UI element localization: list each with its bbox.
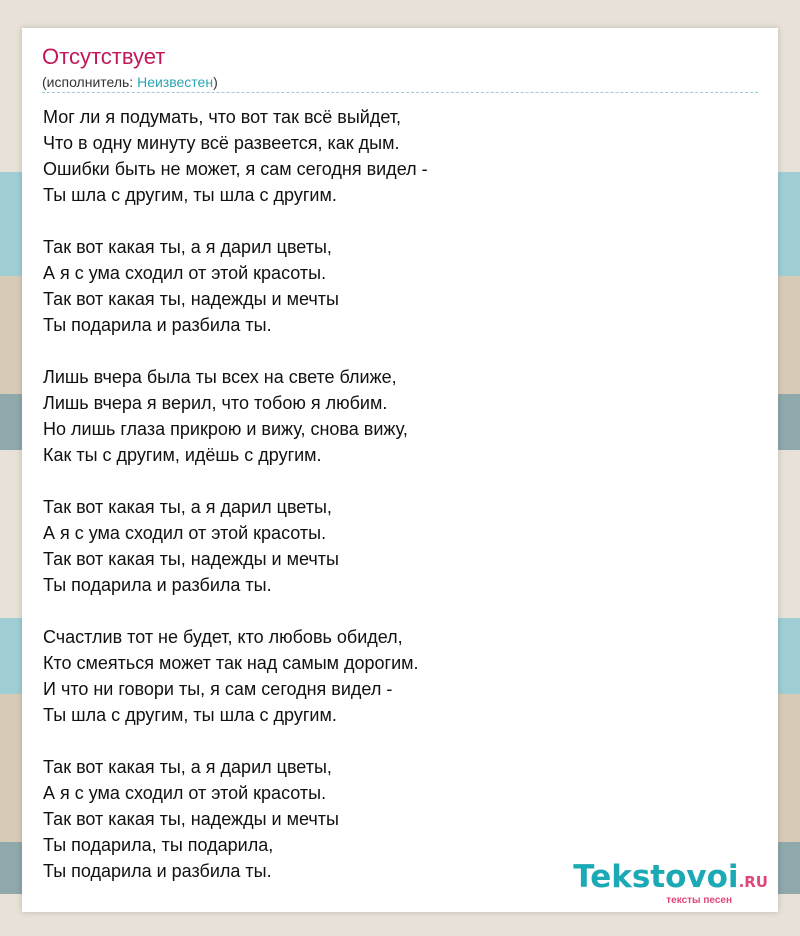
lyric-line: Кто смеяться может так над самым дорогим. — [43, 653, 419, 673]
lyric-line: Но лишь глаза прикрою и вижу, снова вижу, — [43, 419, 408, 439]
logo-tagline: тексты песен — [666, 895, 732, 906]
lyric-line: Ты шла с другим, ты шла с другим. — [43, 185, 337, 205]
stanza — [43, 364, 758, 468]
lyrics-card — [22, 28, 778, 912]
stanza — [43, 624, 758, 728]
song-title: Отсутствует — [42, 44, 166, 69]
artist-link[interactable]: Неизвестен — [137, 74, 214, 90]
logo-name: Tekstovoi — [573, 859, 739, 895]
lyric-line: Ты шла с другим, ты шла с другим. — [43, 705, 337, 725]
lyric-line: Ты подарила и разбила ты. — [43, 315, 272, 335]
lyric-line: Лишь вчера была ты всех на свете ближе, — [43, 367, 397, 387]
artist-suffix: ) — [213, 74, 218, 90]
lyric-line: А я с ума сходил от этой красоты. — [43, 783, 327, 803]
lyric-line: Так вот какая ты, надежды и мечты — [43, 809, 339, 829]
lyric-line: Так вот какая ты, а я дарил цветы, — [43, 497, 332, 517]
stanza — [43, 494, 758, 598]
lyrics-body — [43, 104, 758, 910]
title-divider — [42, 92, 758, 93]
lyric-line: Как ты с другим, идёшь с другим. — [43, 445, 322, 465]
stanza — [43, 104, 758, 208]
lyric-line: А я с ума сходил от этой красоты. — [43, 523, 327, 543]
artist-line — [42, 73, 218, 91]
logo-tld: .RU — [738, 873, 768, 891]
lyric-line: Ты подарила, ты подарила, — [43, 835, 274, 855]
stanza — [43, 234, 758, 338]
artist-prefix: (исполнитель: — [42, 74, 138, 90]
lyric-line: Так вот какая ты, надежды и мечты — [43, 549, 339, 569]
lyric-line: Что в одну минуту всё развеется, как дым. — [43, 133, 400, 153]
site-logo[interactable] — [573, 861, 768, 906]
lyric-line: Ты подарила и разбила ты. — [43, 861, 272, 881]
lyric-line: Лишь вчера я верил, что тобою я любим. — [43, 393, 388, 413]
lyric-line: Ошибки быть не может, я сам сегодня видел - — [43, 159, 428, 179]
lyric-line: А я с ума сходил от этой красоты. — [43, 263, 327, 283]
lyric-line: И что ни говори ты, я сам сегодня видел - — [43, 679, 393, 699]
lyric-line: Так вот какая ты, а я дарил цветы, — [43, 757, 332, 777]
lyric-line: Так вот какая ты, надежды и мечты — [43, 289, 339, 309]
lyric-line: Ты подарила и разбила ты. — [43, 575, 272, 595]
lyric-line: Так вот какая ты, а я дарил цветы, — [43, 237, 332, 257]
lyric-line: Мог ли я подумать, что вот так всё выйдет, — [43, 107, 402, 127]
lyric-line: Счастлив тот не будет, кто любовь обидел, — [43, 627, 403, 647]
